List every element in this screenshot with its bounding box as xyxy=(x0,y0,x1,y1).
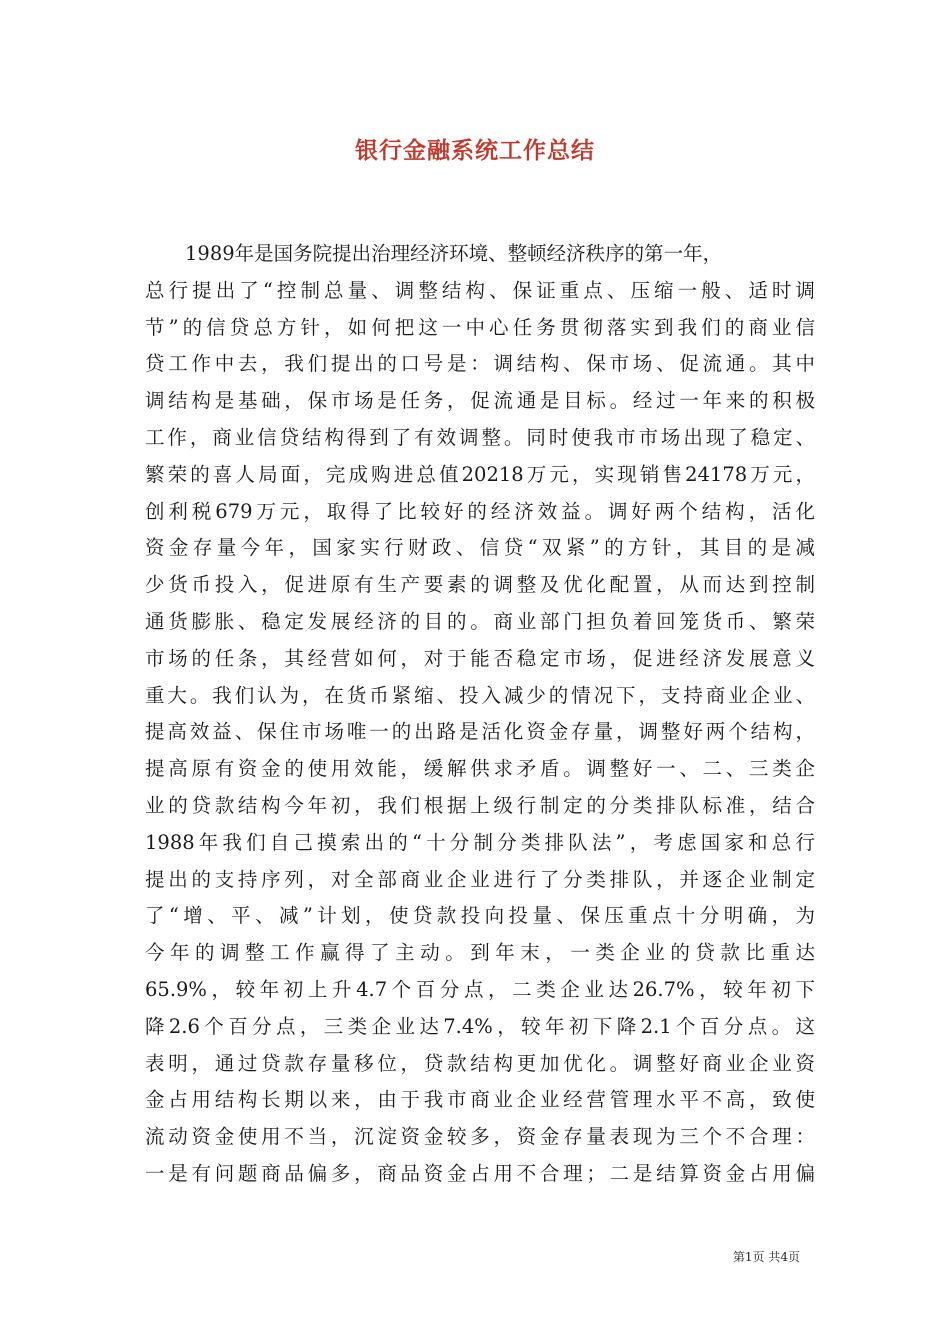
body-line: 市场的任条，其经营如何，对于能否稳定市场，促进经济发展意义 xyxy=(145,646,815,670)
body-line: 少货币投入，促进原有生产要素的调整及优化配置，从而达到控制 xyxy=(145,573,815,597)
page-number: 第1页 共4页 xyxy=(732,1250,800,1264)
body-line: 65.9%，较年初上升4.7个百分点，二类企业达26.7%，较年初下 xyxy=(145,977,815,1001)
body-line: 创利税679万元，取得了比较好的经济效益。调好两个结构，活化 xyxy=(145,499,815,523)
body-line: 繁荣的喜人局面，完成购进总值20218万元，实现销售24178万元， xyxy=(145,462,815,486)
body-line: 了“增、平、减”计划，使贷款投向投量、保压重点十分明确，为 xyxy=(145,904,815,928)
body-line: 调结构是基础，保市场是任务，促流通是目标。经过一年来的积极 xyxy=(145,389,815,413)
body-line: 提高原有资金的使用效能，缓解供求矛盾。调整好一、二、三类企 xyxy=(145,757,815,781)
body-line: 1988年我们自己摸索出的“十分制分类排队法”，考虑国家和总行 xyxy=(145,830,815,854)
body-line: 今年的调整工作赢得了主动。到年末，一类企业的贷款比重达 xyxy=(145,941,815,965)
body-line: 1989年是国务院提出治理经济环境、整顿经济秩序的第一年， xyxy=(185,242,723,265)
body-line: 降2.6个百分点，三类企业达7.4%，较年初下降2.1个百分点。这 xyxy=(145,1014,815,1038)
body-line: 通货膨胀、稳定发展经济的目的。商业部门担负着回笼货币、繁荣 xyxy=(145,609,815,633)
body-line: 流动资金使用不当，沉淀资金较多，资金存量表现为三个不合理： xyxy=(145,1125,815,1149)
body-line: 一是有问题商品偏多，商品资金占用不合理；二是结算资金占用偏 xyxy=(145,1161,815,1185)
document-title: 银行金融系统工作总结 xyxy=(355,138,595,164)
body-line: 提高效益、保住市场唯一的出路是活化资金存量，调整好两个结构， xyxy=(145,720,815,744)
body-line: 总行提出了“控制总量、调整结构、保证重点、压缩一般、适时调 xyxy=(145,278,815,302)
body-line: 业的贷款结构今年初，我们根据上级行制定的分类排队标准，结合 xyxy=(145,793,815,817)
body-line: 节”的信贷总方针，如何把这一中心任务贯彻落实到我们的商业信 xyxy=(145,315,815,339)
body-line: 提出的支持序列，对全部商业企业进行了分类排队，并逐企业制定 xyxy=(145,867,815,891)
body-line: 金占用结构长期以来，由于我市商业企业经营管理水平不高，致使 xyxy=(145,1088,815,1112)
body-line: 表明，通过贷款存量移位，贷款结构更加优化。调整好商业企业资 xyxy=(145,1051,815,1075)
body-line: 贷工作中去，我们提出的口号是：调结构、保市场、促流通。其中 xyxy=(145,352,815,376)
body-line: 重大。我们认为，在货币紧缩、投入减少的情况下，支持商业企业、 xyxy=(145,683,815,707)
body-line: 工作，商业信贷结构得到了有效调整。同时使我市市场出现了稳定、 xyxy=(145,425,815,449)
body-line: 资金存量今年，国家实行财政、信贷“双紧”的方针，其目的是减 xyxy=(145,536,815,560)
document-body xyxy=(145,236,815,1193)
